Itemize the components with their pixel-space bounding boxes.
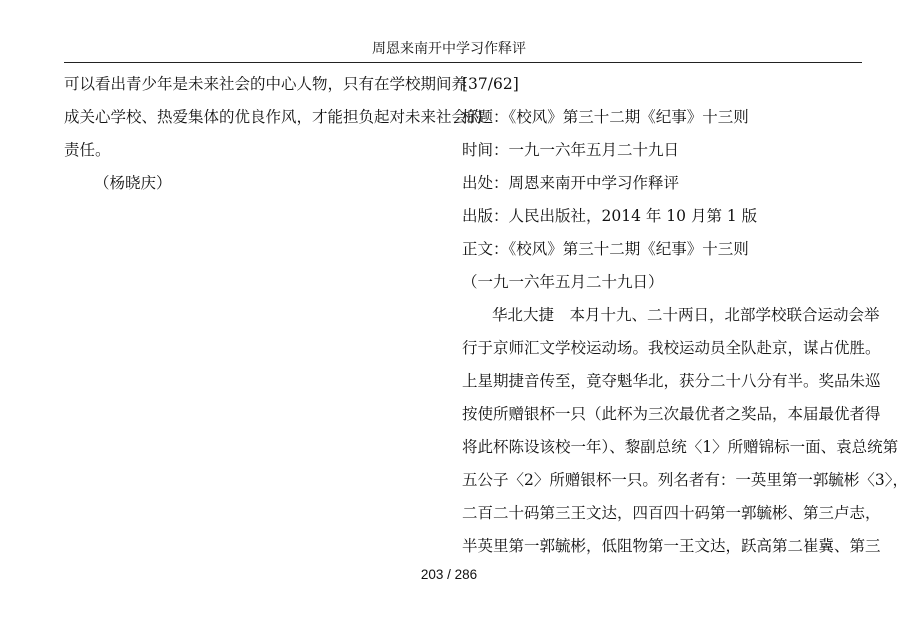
paragraph-line: 华北大捷 本月十九、二十两日，北部学校联合运动会举 xyxy=(492,306,880,324)
right-column xyxy=(462,68,908,563)
article-index: [37/62] xyxy=(462,75,519,93)
date-parenthetical: （一九一六年五月二十九日） xyxy=(462,273,664,291)
paragraph-line: 半英里第一郭毓彬，低阻物第一王文达，跃高第二崔冀、第三 xyxy=(462,537,881,555)
paragraph-line: 二百二十码第三王文达，四百四十码第一郭毓彬、第三卢志， xyxy=(462,504,881,522)
source-line: 出处：周恩来南开中学习作释评 xyxy=(462,174,680,192)
paragraph-line: 五公子〈2〉所赠银杯一只。列名者有：一英里第一郭毓彬〈3〉， xyxy=(462,471,908,489)
left-text-line: 可以看出青少年是未来社会的中心人物，只有在学校期间养 xyxy=(64,75,468,93)
paragraph-line: 行于京师汇文学校运动场。我校运动员全队赴京，谋占优胜。 xyxy=(462,339,881,357)
left-column xyxy=(64,68,483,200)
paragraph-line: 将此杯陈设该校一年）、黎副总统〈1〉所赠锦标一面、袁总统第 xyxy=(462,438,899,456)
header-rule xyxy=(64,62,862,63)
left-text-line: 成关心学校、热爱集体的优良作风，才能担负起对未来社会的 xyxy=(64,108,483,126)
title-line: 标题：《校风》第三十二期《纪事》十三则 xyxy=(462,108,749,126)
publish-line: 出版：人民出版社，2014 年 10 月第 1 版 xyxy=(462,207,758,225)
body-label-line: 正文：《校风》第三十二期《纪事》十三则 xyxy=(462,240,749,258)
paragraph-line: 上星期捷音传至，竟夺魁华北，获分二十八分有半。奖品朱巡 xyxy=(462,372,881,390)
left-text-line: 责任。 xyxy=(64,141,111,159)
page-number: 203 / 286 xyxy=(420,567,478,582)
date-line: 时间：一九一六年五月二十九日 xyxy=(462,141,680,159)
author-attribution: （杨晓庆） xyxy=(94,174,172,192)
paragraph-line: 按使所赠银杯一只（此杯为三次最优者之奖品，本届最优者得 xyxy=(462,405,881,423)
page-header: 周恩来南开中学习作释评 xyxy=(372,41,526,57)
